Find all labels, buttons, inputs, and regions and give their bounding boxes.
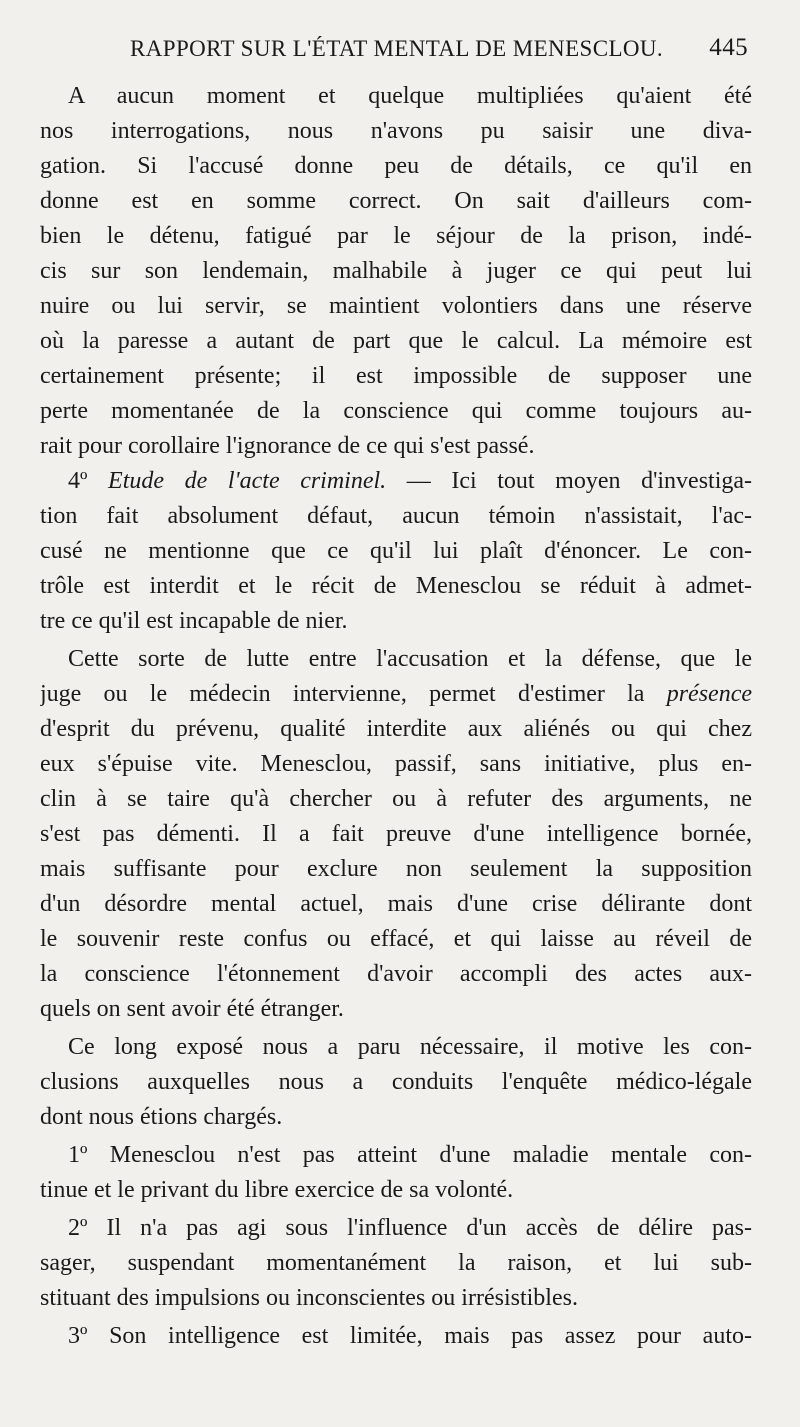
conclusion-line: 3º Son intelligence est limitée, mais pas assez pour auto- [68, 1323, 752, 1349]
text-line: la conscience l'étonnement d'avoir accompli des actes aux- [40, 961, 752, 987]
text-line [40, 677, 752, 712]
text-line: quels on sent avoir été étranger. [40, 996, 344, 1022]
section-title: Etude de l'acte criminel. [108, 468, 387, 494]
text-line: d'esprit du prévenu, qualité interdite aux aliénés ou qui chez [40, 716, 752, 742]
text-span: juge ou le médecin intervienne, permet d'estimer la [40, 681, 645, 707]
text-line: perte momentanée de la conscience qui comme toujours au- [40, 398, 752, 424]
text-line: bien le détenu, fatigué par le séjour de la prison, indé- [40, 223, 752, 249]
running-head: RAPPORT SUR L'ÉTAT MENTAL DE MENESCLOU. [130, 36, 664, 61]
page-body [40, 79, 752, 1354]
text-line: nos interrogations, nous n'avons pu saisir une diva- [40, 118, 752, 144]
text-line: mais suffisante pour exclure non seulement la supposition [40, 856, 752, 882]
text-line: clin à se taire qu'à chercher ou à refuter des arguments, ne [40, 786, 752, 812]
text-line: cusé ne mentionne que ce qu'il lui plaît d'énoncer. Le con- [40, 538, 752, 564]
section-heading-line [40, 464, 752, 499]
text-line: gation. Si l'accusé donne peu de détails, ce qu'il en [40, 153, 752, 179]
text-line: où la paresse a autant de part que le calcul. La mémoire est [40, 328, 752, 354]
text-line: trôle est interdit et le récit de Menesclou se réduit à admet- [40, 573, 752, 599]
text-line: Ce long exposé nous a paru nécessaire, il motive les con- [68, 1034, 752, 1060]
text-line: stituant des impulsions ou inconscientes ou irrésistibles. [40, 1285, 578, 1311]
section-number: 4º [68, 468, 88, 494]
text-line: rait pour corollaire l'ignorance de ce qui s'est passé. [40, 433, 535, 459]
text-line: donne est en somme correct. On sait d'ailleurs com- [40, 188, 752, 214]
text-line: tion fait absolument défaut, aucun témoin n'assistait, l'ac- [40, 503, 752, 529]
text-line: cis sur son lendemain, malhabile à juger ce qui peut lui [40, 258, 752, 284]
section-text: — Ici tout moyen d'investiga- [406, 468, 752, 494]
emphasis-word: présence [666, 681, 752, 707]
text-line: tinue et le privant du libre exercice de sa volonté. [40, 1177, 514, 1203]
text-line: clusions auxquelles nous a conduits l'enquête médico-légale [40, 1069, 752, 1095]
text-line: Cette sorte de lutte entre l'accusation et la défense, que le [68, 646, 752, 672]
conclusion-line: 2º Il n'a pas agi sous l'influence d'un accès de délire pas- [68, 1215, 752, 1241]
text-line: dont nous étions chargés. [40, 1104, 283, 1130]
text-line: tre ce qu'il est incapable de nier. [40, 608, 348, 634]
text-line: d'un désordre mental actuel, mais d'une crise délirante dont [40, 891, 752, 917]
text-line: nuire ou lui servir, se maintient volontiers dans une réserve [40, 293, 752, 319]
text-line: sager, suspendant momentanément la raison, et lui sub- [40, 1250, 752, 1276]
page-number: 445 [709, 34, 748, 61]
conclusion-line: 1º Menesclou n'est pas atteint d'une maladie mentale con- [68, 1142, 752, 1168]
text-line: certainement présente; il est impossible de supposer une [40, 363, 752, 389]
text-line: A aucun moment et quelque multipliées qu'aient été [68, 83, 752, 109]
text-line: eux s'épuise vite. Menesclou, passif, sans initiative, plus en- [40, 751, 752, 777]
text-line: le souvenir reste confus ou effacé, et qui laisse au réveil de [40, 926, 752, 952]
text-line: s'est pas démenti. Il a fait preuve d'une intelligence bornée, [40, 821, 752, 847]
